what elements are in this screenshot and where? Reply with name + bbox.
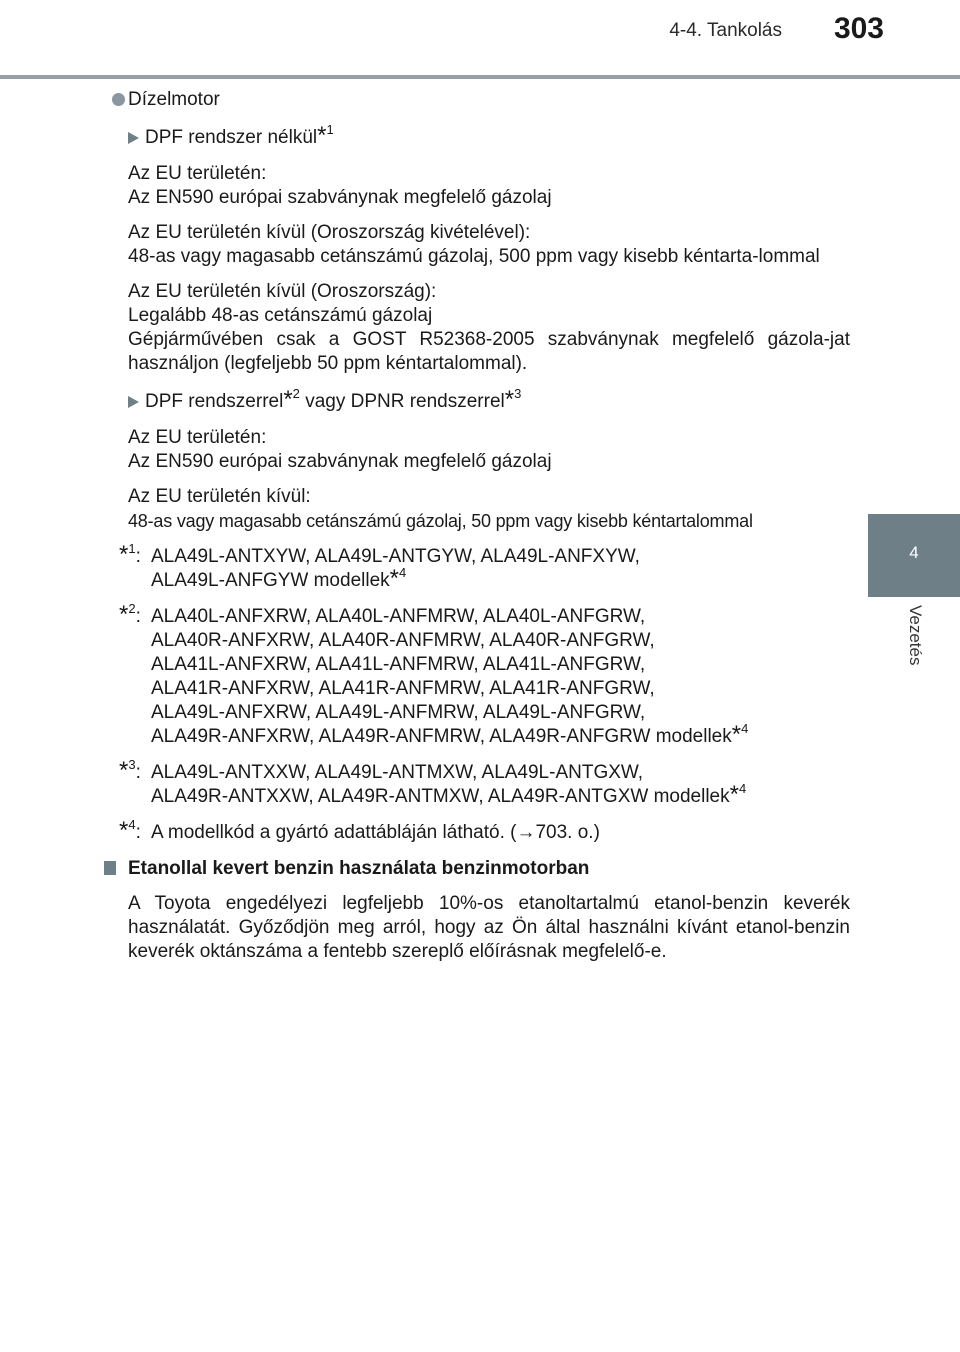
footnote-line: ALA41L-ANFXRW, ALA41L-ANFMRW, ALA41L-ANFGRW, (151, 654, 646, 675)
circle-bullet-icon (112, 93, 125, 106)
with-dpf-outside-block (128, 485, 850, 533)
diesel-heading: Dízelmotor (128, 89, 220, 110)
eu-inside-text: Az EN590 európai szabványnak megfelelő gázolaj (128, 187, 552, 208)
eu-outside-text: 48-as vagy magasabb cetánszámú gázolaj, 50 ppm vagy kisebb kéntartalommal (128, 511, 753, 531)
footnote-2 (119, 601, 850, 749)
asterisk-icon: * (119, 601, 129, 628)
chapter-label: Vezetés (906, 605, 925, 666)
footnote-last-text: ALA49R-ANFXRW, ALA49R-ANFMRW, ALA49R-ANFGRW modellek (151, 726, 732, 747)
footnote-number: 1 (128, 541, 136, 556)
asterisk-icon: * (119, 757, 129, 784)
eu-inside-text: Az EN590 európai szabványnak megfelelő gázolaj (128, 451, 552, 472)
footnote-4 (119, 817, 850, 845)
asterisk-icon: * (317, 122, 327, 149)
footnote-marker: *$^4$: (119, 817, 141, 844)
arrow-bullet-icon (128, 396, 139, 408)
eu-outside-title: Az EU területén kívül (Oroszország kivételével): (128, 222, 531, 243)
eu-outside-title: Az EU területén kívül: (128, 486, 311, 507)
with-dpf-label: DPF rendszerrel (145, 391, 284, 412)
page-ref-arrow-icon: → (516, 822, 536, 843)
footnote-line: ALA40L-ANFXRW, ALA40L-ANFMRW, ALA40L-ANFGRW, (151, 606, 646, 627)
footnote-line: ALA49L-ANTXXW, ALA49L-ANTMXW, ALA49L-ANTGXW, (151, 762, 644, 783)
russia-title: Az EU területén kívül (Oroszország): (128, 281, 437, 302)
eu-outside-text: 48-as vagy magasabb cetánszámú gázolaj, 500 ppm vagy kisebb kéntarta-lommal (128, 246, 820, 267)
asterisk-icon: * (504, 386, 515, 413)
footnote-line-last (151, 781, 850, 809)
footnote-ref: 3 (514, 386, 522, 401)
footnote-ref: 4 (738, 781, 747, 796)
page-number: 303 (833, 12, 884, 45)
footnote-marker: *$^1$: (119, 541, 141, 568)
footnote-ref: 4 (399, 565, 407, 580)
ethanol-heading: Etanollal kevert benzin használata benzinmotorban (128, 858, 590, 879)
ethanol-text: A Toyota engedélyezi legfeljebb 10%-os etanoltartalmú etanol-benzin keverék használatát. Győződjön meg arról, hogy az Ön által használni kívánt etanol-benzin keverék oktánszáma a fentebb szereplő előírásnak megfelelő-e. (128, 893, 850, 962)
square-bullet-icon (104, 861, 116, 875)
footnote-number: 3 (128, 757, 136, 772)
ethanol-heading-row (128, 857, 850, 881)
with-dpf-heading-row (128, 386, 850, 414)
page-content (119, 88, 850, 964)
asterisk-icon: * (389, 565, 399, 592)
asterisk-icon: * (731, 721, 742, 748)
footnote-last-text: ALA49L-ANFGYW modellek (151, 570, 390, 591)
footnote-last-text: ALA49R-ANTXXW, ALA49R-ANTMXW, ALA49R-ANTGXW modellek (151, 786, 730, 807)
no-dpf-heading-row (128, 122, 850, 150)
asterisk-icon: * (729, 781, 739, 808)
footnote-line-last (151, 565, 850, 593)
diesel-heading-row (128, 88, 850, 112)
no-dpf-label: DPF rendszer nélkül (145, 127, 318, 148)
asterisk-icon: * (283, 386, 293, 413)
russia-line1: Legalább 48-as cetánszámú gázolaj (128, 305, 433, 326)
no-dpf-outside-block (128, 221, 850, 269)
footnote-ref: 1 (326, 122, 334, 137)
chapter-label-box (868, 597, 960, 687)
footnote-marker: *$^3$: (119, 757, 141, 784)
header-rule (0, 75, 960, 79)
footnote-line: ALA49L-ANFXRW, ALA49L-ANFMRW, ALA49L-ANFGRW, (151, 702, 646, 723)
section-title: 4-4. Tankolás (669, 20, 782, 41)
footnote-line: ALA41R-ANFXRW, ALA41R-ANFMRW, ALA41R-ANFGRW, (151, 678, 655, 699)
footnote-ref: 2 (292, 386, 300, 401)
footnote-number: 2 (128, 601, 136, 616)
eu-inside-title: Az EU területén: (128, 163, 267, 184)
asterisk-icon: * (119, 541, 129, 568)
footnote-text: A modellkód a gyártó adattábláján látható. ( (151, 822, 517, 843)
footnote-number: 4 (128, 817, 136, 832)
page-ref-link[interactable]: 703. o.) (535, 822, 600, 843)
arrow-bullet-icon (128, 132, 139, 144)
footnote-marker: *$^2$: (119, 601, 141, 628)
footnote-line: ALA40R-ANFXRW, ALA40R-ANFMRW, ALA40R-ANFGRW, (151, 630, 655, 651)
no-dpf-eu-block (128, 162, 850, 210)
with-dpf-eu-block (128, 426, 850, 474)
russia-block (128, 280, 850, 376)
asterisk-icon: * (119, 817, 129, 844)
footnote-line: ALA49L-ANTXYW, ALA49L-ANTGYW, ALA49L-ANFXYW, (151, 546, 640, 567)
footnote-line (151, 821, 850, 845)
footnote-3 (119, 757, 850, 809)
chapter-number: 4 (909, 543, 919, 562)
russia-line2: Gépjárművében csak a GOST R52368-2005 szabványnak megfelelő gázola-jat használjon (legfeljebb 50 ppm kéntartalommal). (128, 329, 850, 374)
dpnr-label: vagy DPNR rendszerrel (305, 391, 505, 412)
footnote-line-last (151, 721, 850, 749)
footnote-1 (119, 541, 850, 593)
chapter-tab[interactable] (868, 514, 960, 597)
eu-inside-title: Az EU területén: (128, 427, 267, 448)
footnote-ref: 4 (741, 721, 749, 736)
